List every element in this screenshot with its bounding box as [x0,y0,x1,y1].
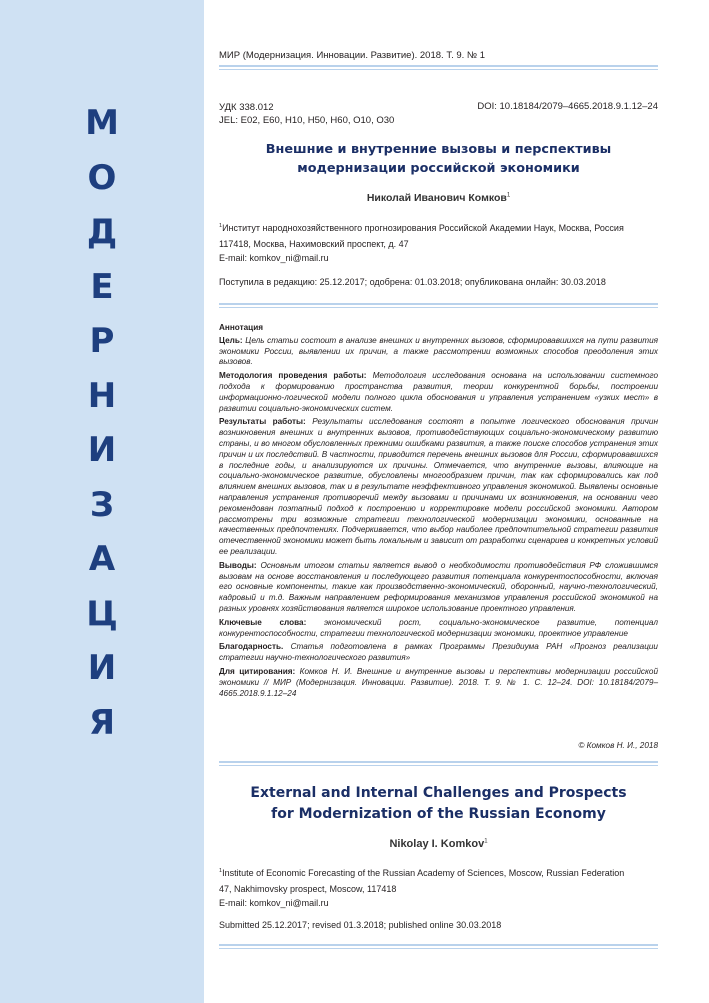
keywords: Ключевые слова: экономический рост, социально-экономическое развитие, потенциал конкурентоспособности, стратегии технологической модернизации экономики, проектное управление [219,617,658,638]
sidebar-letter: Я [88,702,116,743]
citation: Для цитирования: Комков Н. И. Внешние и внутренние вызовы и перспективы модернизации российской экономики // МИР (Модернизация. Инновации. Развитие). 2018. Т. 9. № 1. С. 12–24. DOI: 10.18184/2079–4665.2018.9.1.12–24 [219,666,658,698]
abstract-methodology: Методология проведения работы: Методология исследования основана на использовании системного подхода к формированию пространства развития, теории конкурентной борьбы, построении информационно-логической модели полного цикла обоснования и управления устранением «узких мест» в развитии социально-экономических систем. [219,371,658,413]
author-name: Nikolay I. Komkov [389,838,485,850]
acknowledgement: Благодарность. Статья подготовлена в рамках Программы Президиума РАН «Прогноз реализации стратегии научно-технологического развития» [219,642,658,663]
affiliation-line: Институт народнохозяйственного прогнозирования Российской Академии Наук, Москва, Россия [222,223,624,233]
sidebar-letter: А [88,539,116,579]
abstract-conclusions: Выводы: Основным итогом статьи является вывод о необходимости противодействия РФ сложившимся вызовам на основе восстановления и последующего развития потенциала конкурентоспособности, включая его основные компоненты, такие как производственно-экономический, оборонный, научно-технологический, кадровый и т.д. Важным направлением реформирования механизмов управления российской экономикой на разных уровнях хозяйствования является широкое использование проектного управления. [219,560,658,613]
section-divider [219,761,658,767]
abstract [219,323,658,699]
email-russian: E-mail: komkov_ni@mail.ru [219,253,329,263]
sidebar-letter: З [89,484,115,525]
abstract-results: Результаты работы: Результаты исследования состоят в попытке логического обоснования причин возникновения внешних и внутренних вызовов, противодействующих социально-экономическому развитию страны, и во многом обусловленных прежними ошибками развития, а также поиске способов устранения этих причин и их последствий. В частности, приводится перечень внешних вызовов для России, сформировавшихся в последние годы, и анализируются их причины. Отмечается, что внутренние вызовы, влияющие на социально-экономическое развитие, обусловлены многообразием причин, так как сформировались как под влиянием внешних вызовов, так и в результате неэффективного управления экономикой. Выявлены основные направления устранения противоречий между вызовами и причинами их возникновения, на основании чего рекомендован поэтапный подход к построению и корректировке модели российской экономики. Автором рассмотрены три возможные стратегии технологической модернизации экономики, основанные на качественных предпочтениях. Подчеркивается, что выбор наиболее предпочтительной стратегии развития отечественной экономики может быть локальным и зависит от разработки сценариев и конкретных условий ее реализации. [219,417,658,556]
doi: DOI: 10.18184/2079–4665.2018.9.1.12–24 [477,101,658,112]
sidebar-band [0,0,204,1003]
affiliation-line: Institute of Economic Forecasting of the Russian Academy of Sciences, Moscow, Russian Federation [222,868,625,878]
title-english [219,783,658,825]
title-russian [219,140,658,178]
author-name: Николай Иванович Комков [366,192,507,204]
sidebar-letter: И [87,648,117,688]
author-footnote-mark: 1 [484,838,488,845]
sidebar-letter: Е [90,266,114,307]
abstract-purpose: Цель: Цель статьи состоит в анализе внешних и внутренних вызовов, сформировавшихся на пути развития экономики России, выявлении их причин, а также рассмотрении возможных способов преодоления этих вызовов. [219,335,658,367]
author-footnote-mark: 1 [506,192,511,199]
sidebar-letter: М [85,103,119,143]
sidebar-letter: Р [89,321,115,361]
sidebar-letter: И [87,430,117,470]
dates-russian: Поступила в редакцию: 25.12.2017; одобрена: 01.03.2018; опубликована онлайн: 30.03.2018 [219,277,606,287]
classification-codes [219,101,394,127]
title-line: External and Internal Challenges and Prospects [250,785,627,801]
affiliation-mark: 1 [219,223,223,229]
title-line: for Modernization of the Russian Economy [271,806,606,822]
abstract-heading: Аннотация [219,323,264,332]
affiliation-line: 117418, Москва, Нахимовский проспект, д. 47 [219,239,409,249]
copyright-notice: © Комков Н. И., 2018 [578,741,658,750]
affiliation-line: 47, Nakhimovsky prospect, Moscow, 117418 [219,884,397,894]
title-line: Внешние и внутренние вызовы и перспективы [265,142,612,157]
dates-english: Submitted 25.12.2017; revised 01.3.2018; published online 30.03.2018 [219,920,502,930]
affiliation-mark: 1 [219,868,223,874]
section-divider [219,944,658,950]
affiliation-english [219,863,658,897]
udk-code: УДК 338.012 [219,102,274,113]
sidebar-letter: Н [87,375,117,416]
affiliation-russian [219,218,658,252]
section-divider [219,303,658,309]
author-english [219,838,658,850]
sidebar-letter: Д [86,212,118,252]
email-english: E-mail: komkov_ni@mail.ru [219,898,329,908]
author-russian [219,192,658,204]
vertical-journal-word [0,96,204,750]
jel-codes: JEL: E02, E60, H10, H50, H60, O10, O30 [219,115,395,126]
header-divider [219,65,658,71]
sidebar-letter: Ц [86,593,118,634]
title-line: модернизации российской экономики [297,161,580,176]
sidebar-letter: О [87,157,117,198]
journal-header: МИР (Модернизация. Инновации. Развитие). 2018. Т. 9. № 1 [219,50,486,61]
